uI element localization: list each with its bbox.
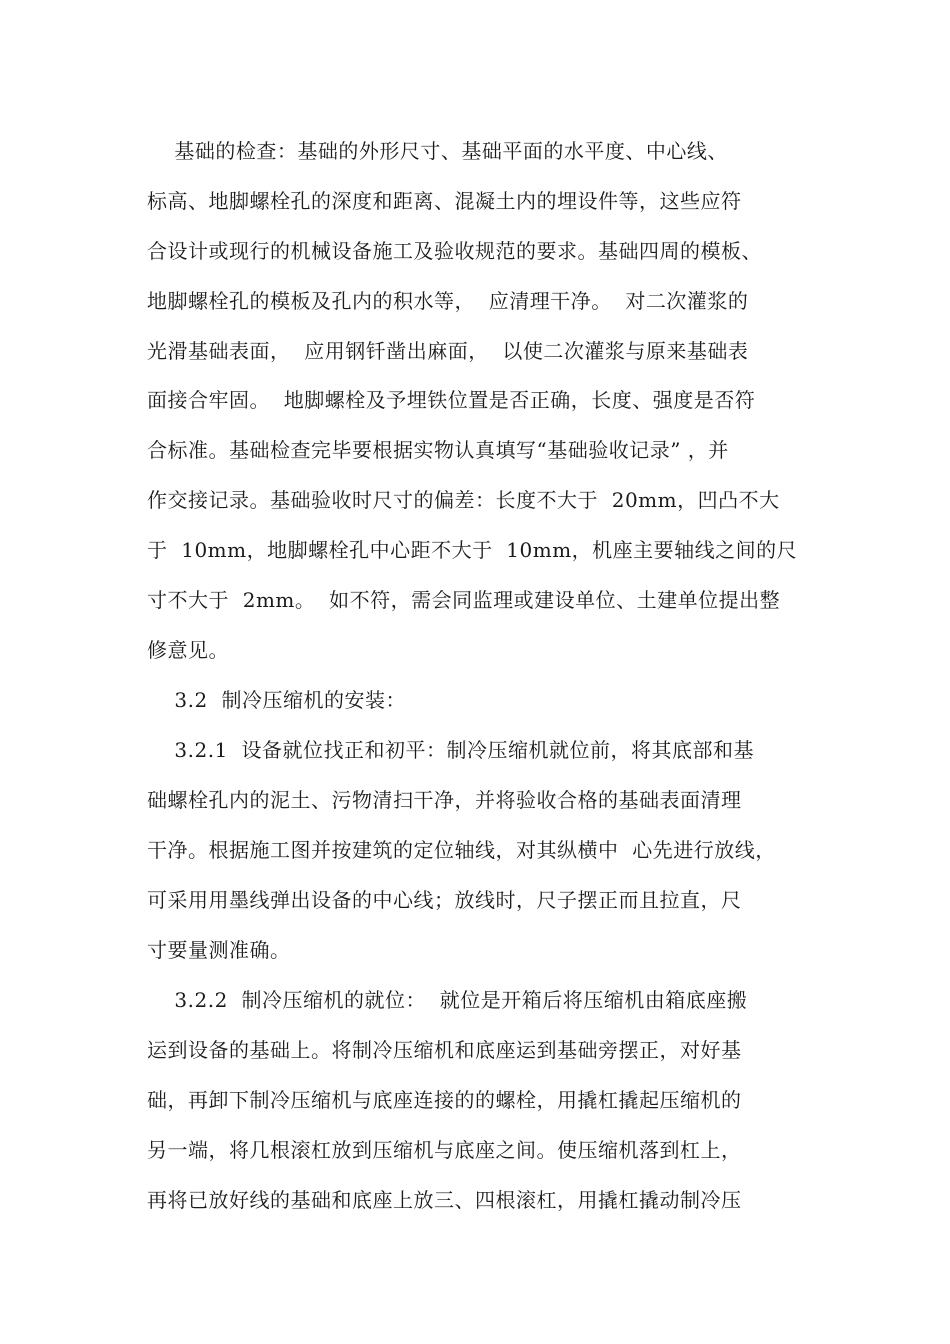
text-line: 可采用用墨线弹出设备的中心线；放线时，尺子摆正而且拉直，尺 (147, 888, 742, 912)
text-line: 寸要量测准确。 (147, 938, 291, 962)
text-line: 修意见。 (147, 638, 229, 662)
text-line: 3.2.1 设备就位找正和初平：制冷压缩机就位前，将其底部和基 (147, 738, 755, 762)
text-line: 再将已放好线的基础和底座上放三、四根滚杠，用撬杠撬动制冷压 (147, 1188, 742, 1212)
text-line: 合设计或现行的机械设备施工及验收规范的要求。基础四周的模板、 (147, 239, 762, 263)
text-line: 基础的检查：基础的外形尺寸、基础平面的水平度、中心线、 (147, 139, 728, 163)
text-line: 标高、地脚螺栓孔的深度和距离、混凝土内的埋设件等，这些应符 (147, 189, 742, 213)
text-line: 于 10mm，地脚螺栓孔中心距不大于 10mm，机座主要轴线之间的尺 (147, 538, 798, 562)
text-line: 合标准。基础检查完毕要根据实物认真填写“基础验收记录” ，并 (147, 438, 729, 462)
text-line: 作交接记录。基础验收时尺寸的偏差：长度不大于 20mm，凹凸不大 (147, 488, 780, 512)
text-line: 地脚螺栓孔的模板及孔内的积水等， 应清理干净。 对二次灌浆的 (147, 289, 749, 313)
text-line: 干净。根据施工图并按建筑的定位轴线，对其纵横中 心先进行放线， (147, 838, 776, 862)
text-line: 寸不大于 2mm。 如不符，需会同监理或建设单位、土建单位提出整 (147, 588, 781, 612)
text-line: 光滑基础表面， 应用钢钎凿出麻面， 以使二次灌浆与原来基础表 (147, 339, 749, 363)
text-line: 3.2.2 制冷压缩机的就位： 就位是开箱后将压缩机由箱底座搬 (147, 988, 748, 1012)
text-line: 面接合牢固。 地脚螺栓及予埋铁位置是否正确，长度、强度是否符 (147, 388, 756, 412)
text-line: 另一端，将几根滚杠放到压缩机与底座之间。使压缩机落到杠上， (147, 1138, 742, 1162)
section-heading: 3.2 制冷压缩机的安装： (147, 688, 406, 712)
text-line: 础，再卸下制冷压缩机与底座连接的的螺栓，用撬杠撬起压缩机的 (147, 1088, 742, 1112)
text-line: 运到设备的基础上。将制冷压缩机和底座运到基础旁摆正，对好基 (147, 1038, 742, 1062)
text-line: 础螺栓孔内的泥土、污物清扫干净，并将验收合格的基础表面清理 (147, 788, 742, 812)
